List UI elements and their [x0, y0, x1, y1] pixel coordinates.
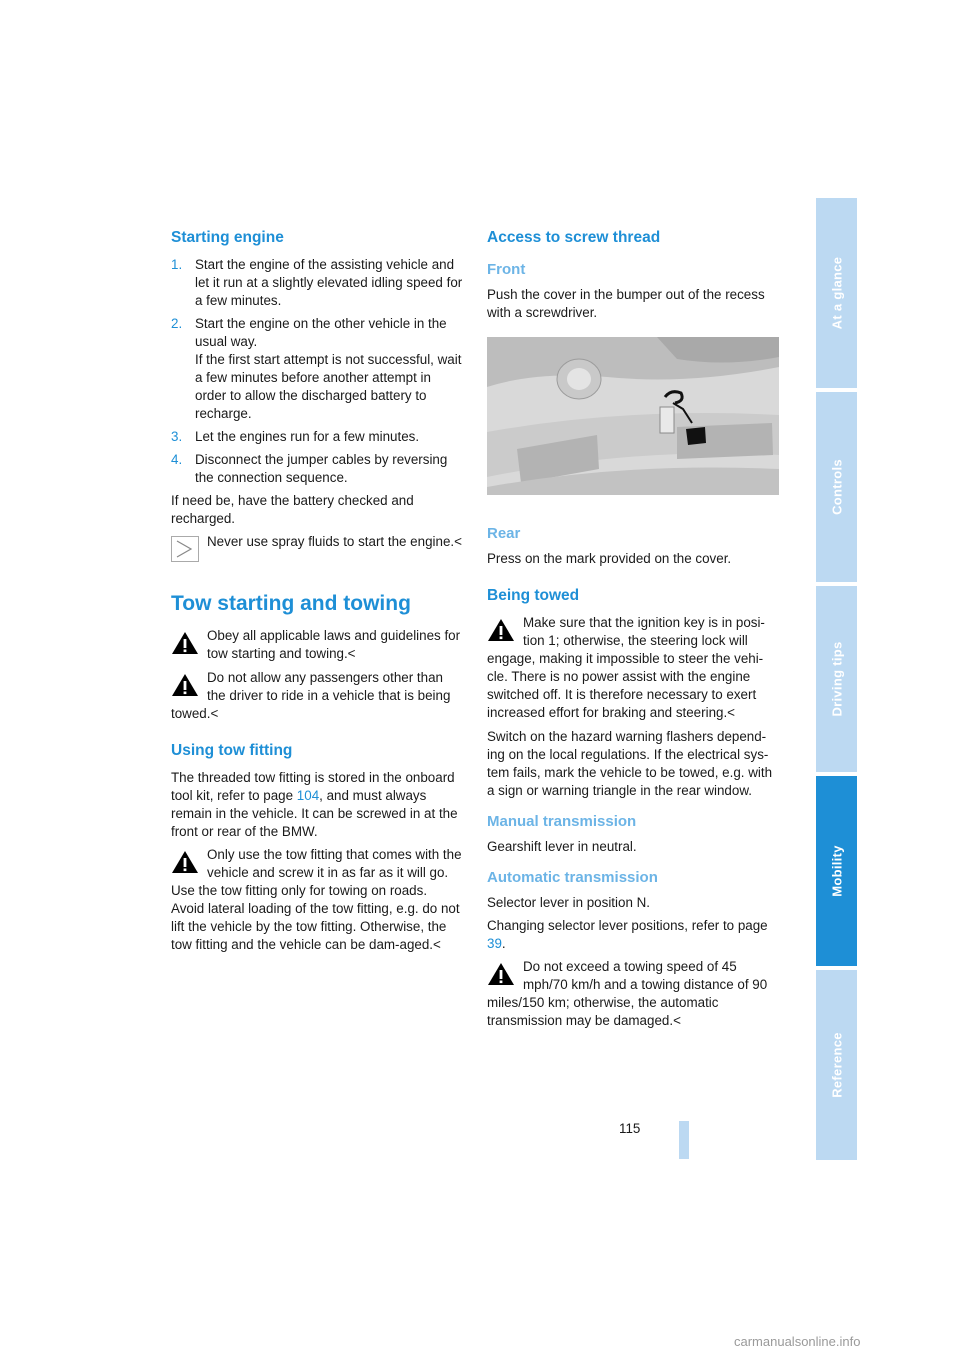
step-text: Disconnect the jumper cables by reversing the connection sequence. — [195, 452, 448, 485]
warning-text: Obey all applicable laws and guidelines for tow starting and towing.< — [207, 628, 461, 661]
warning-note — [171, 669, 463, 723]
tow-fitting-para — [171, 769, 463, 841]
tab-controls[interactable] — [816, 392, 857, 582]
warning-note — [171, 846, 463, 954]
tip-text: Never use spray fluids to start the engine.< — [207, 534, 462, 549]
front-para: Push the cover in the bumper out of the recess with a screwdriver. — [487, 287, 765, 320]
step-number: 4. — [171, 452, 183, 467]
automatic-para-1: Selector lever in position N. — [487, 895, 650, 910]
being-towed-heading: Being towed — [487, 587, 580, 604]
tab-label: Driving tips — [829, 641, 844, 717]
warning-text: Only use the tow fitting that comes with the vehicle and screw it in as far as it will go. Use the tow fitting only for towing on roads. Avoid lateral loading of the tow fitting, e.g. do not lift the vehicle by the tow fitting. Otherwise, the tow fitting and the vehicle can be dam-aged.< — [171, 847, 462, 952]
starting-engine-steps — [171, 256, 463, 487]
manual-transmission-heading: Manual transmission — [487, 813, 637, 830]
warning-text: Do not allow any passengers other than the driver to ride in a vehicle that is being towed.< — [171, 670, 451, 721]
warning-icon — [487, 617, 515, 643]
step-item — [171, 256, 463, 310]
step-number: 3. — [171, 429, 183, 444]
step-text: Start the engine on the other vehicle in the usual way. — [195, 316, 447, 349]
tab-reference[interactable] — [816, 970, 857, 1160]
automatic-text-end: . — [501, 936, 506, 951]
page-link-39[interactable]: 39 — [487, 936, 502, 951]
step-item — [171, 315, 463, 423]
page-number-bar — [679, 1121, 689, 1159]
warning-icon — [487, 961, 515, 987]
automatic-para-2 — [487, 917, 779, 953]
warning-text: Make sure that the ignition key is in posi-tion 1; otherwise, the steering lock will engage, making it impossible to steer the vehi-cle. There is no power assist with the engine switched off. It is therefore necessary to exert increased effort for braking and steering.< — [487, 615, 765, 720]
battery-para: If need be, have the battery checked and recharged. — [171, 493, 414, 526]
warning-icon — [171, 672, 199, 698]
tab-label: Reference — [829, 1032, 844, 1098]
step-text: Start the engine of the assisting vehicle and let it run at a slightly elevated idling speed for a few minutes. — [195, 257, 463, 308]
tab-label: At a glance — [829, 256, 844, 330]
warning-note — [487, 958, 779, 1030]
front-heading: Front — [487, 261, 526, 278]
left-column — [171, 228, 463, 960]
bumper-photo — [487, 337, 779, 495]
step-text-continued: If the first start attempt is not successful, wait a few minutes before another attempt in order to allow the discharged battery to recharge. — [195, 352, 462, 421]
tab-at-a-glance[interactable] — [816, 198, 857, 388]
warning-note — [171, 627, 463, 663]
access-heading: Access to screw thread — [487, 229, 661, 246]
manual-para: Gearshift lever in neutral. — [487, 839, 637, 854]
page-link-104[interactable]: 104 — [296, 788, 320, 803]
section-sidebar — [816, 198, 857, 1160]
step-item — [171, 428, 463, 446]
tab-mobility[interactable] — [816, 776, 857, 966]
tip-note — [171, 533, 463, 569]
hazard-para: Switch on the hazard warning flashers depend-ing on the local regulations. If the electrical sys-tem fails, mark the vehicle to be towed, e.g. with a sign or warning triangle in the rear window. — [487, 729, 773, 798]
watermark: carmanualsonline.info — [734, 1334, 861, 1349]
warning-icon — [171, 630, 199, 656]
warning-icon — [171, 849, 199, 875]
tow-heading: Tow starting and towing — [171, 592, 411, 615]
tip-icon — [171, 536, 199, 562]
warning-note — [487, 614, 779, 722]
starting-engine-heading: Starting engine — [171, 229, 284, 246]
tow-fitting-heading: Using tow fitting — [171, 742, 293, 759]
tow-fitting-text-cont: , and must always remain in the vehicle. It can be screwed in at the front or rear of the BMW. — [171, 788, 458, 839]
step-number: 2. — [171, 316, 183, 331]
step-text: Let the engines run for a few minutes. — [195, 429, 420, 444]
tab-label: Controls — [829, 459, 844, 515]
right-column — [487, 228, 779, 1036]
automatic-transmission-heading: Automatic transmission — [487, 869, 658, 886]
tab-label: Mobility — [829, 845, 844, 897]
tab-driving-tips[interactable] — [816, 586, 857, 772]
page-number: 115 — [619, 1121, 641, 1136]
rear-para: Press on the mark provided on the cover. — [487, 551, 732, 566]
tow-fitting-text: The threaded tow fitting is stored in the onboard tool kit, refer to page — [171, 770, 455, 803]
warning-text: Do not exceed a towing speed of 45 mph/70 km/h and a towing distance of 90 miles/150 km; otherwise, the automatic transmission may be damaged.< — [487, 959, 768, 1028]
rear-heading: Rear — [487, 525, 521, 542]
step-item — [171, 451, 463, 487]
automatic-text: Changing selector lever positions, refer to page — [487, 918, 768, 933]
step-number: 1. — [171, 257, 183, 272]
